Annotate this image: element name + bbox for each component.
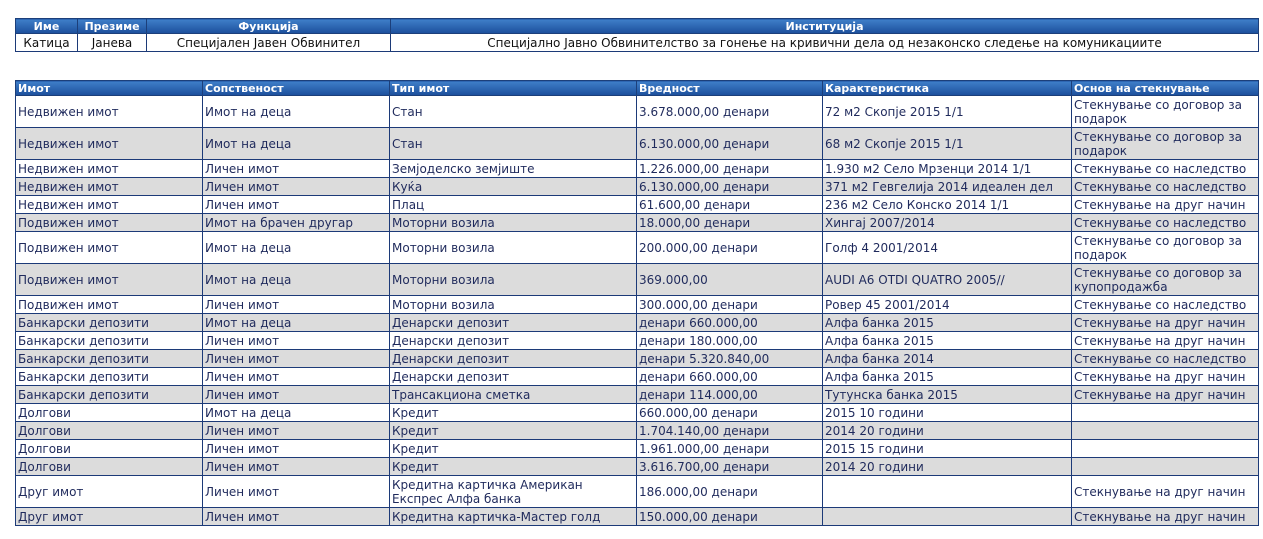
asset-characteristic: 68 м2 Скопје 2015 1/1: [823, 128, 1072, 160]
header-value: Вредност: [637, 81, 823, 96]
asset-acquisition-basis: Стекнување на друг начин: [1072, 386, 1259, 404]
table-row: [16, 368, 1259, 386]
table-row: [16, 314, 1259, 332]
table-row: [16, 178, 1259, 196]
asset-ownership: Личен имот: [203, 296, 390, 314]
header-ownership: Сопственост: [203, 81, 390, 96]
table-row: [16, 386, 1259, 404]
official-institution: Специјално Јавно Обвинителство за гонење на кривични дела од незаконско следење на комуникациите: [391, 34, 1259, 52]
asset-type: Кредитна картичка-Мастер голд: [390, 508, 637, 526]
asset-ownership: Личен имот: [203, 508, 390, 526]
table-row: [16, 296, 1259, 314]
asset-value: 186.000,00 денари: [637, 476, 823, 508]
asset-ownership: Имот на деца: [203, 404, 390, 422]
asset-acquisition-basis: Стекнување на друг начин: [1072, 368, 1259, 386]
asset-acquisition-basis: Стекнување на друг начин: [1072, 508, 1259, 526]
asset-acquisition-basis: [1072, 422, 1259, 440]
table-row: [16, 264, 1259, 296]
asset-acquisition-basis: Стекнување со наследство: [1072, 296, 1259, 314]
asset-acquisition-basis: Стекнување со наследство: [1072, 214, 1259, 232]
asset-acquisition-basis: Стекнување со договор за подарок: [1072, 232, 1259, 264]
asset-ownership: Личен имот: [203, 350, 390, 368]
asset-ownership: Личен имот: [203, 368, 390, 386]
asset-acquisition-basis: Стекнување на друг начин: [1072, 196, 1259, 214]
asset-acquisition-basis: Стекнување со наследство: [1072, 178, 1259, 196]
official-name: Катица: [16, 34, 78, 52]
asset-value: денари 180.000,00: [637, 332, 823, 350]
asset-value: денари 114.000,00: [637, 386, 823, 404]
asset-ownership: Имот на брачен другар: [203, 214, 390, 232]
asset-ownership: Личен имот: [203, 160, 390, 178]
asset-characteristic: Тутунска банка 2015: [823, 386, 1072, 404]
official-info-table: [15, 18, 1259, 52]
asset-type: Моторни возила: [390, 232, 637, 264]
asset-ownership: Личен имот: [203, 476, 390, 508]
asset-category: Недвижен имот: [16, 178, 203, 196]
asset-characteristic: Голф 4 2001/2014: [823, 232, 1072, 264]
asset-type: Стан: [390, 128, 637, 160]
table-row: [16, 476, 1259, 508]
asset-value: денари 660.000,00: [637, 368, 823, 386]
table-row: [16, 332, 1259, 350]
asset-acquisition-basis: Стекнување на друг начин: [1072, 314, 1259, 332]
asset-ownership: Имот на деца: [203, 232, 390, 264]
asset-characteristic: 236 м2 Село Конско 2014 1/1: [823, 196, 1072, 214]
header-institution: Институција: [391, 19, 1259, 34]
asset-characteristic: 371 м2 Гевгелија 2014 идеален дел: [823, 178, 1072, 196]
header-characteristic: Карактеристика: [823, 81, 1072, 96]
asset-type: Земјоделско земјиште: [390, 160, 637, 178]
asset-value: 1.704.140,00 денари: [637, 422, 823, 440]
asset-table-body: [16, 96, 1259, 526]
table-row: [16, 404, 1259, 422]
asset-acquisition-basis: Стекнување на друг начин: [1072, 476, 1259, 508]
asset-category: Недвижен имот: [16, 160, 203, 178]
asset-type: Кредит: [390, 458, 637, 476]
asset-value: 18.000,00 денари: [637, 214, 823, 232]
asset-value: денари 5.320.840,00: [637, 350, 823, 368]
asset-category: Подвижен имот: [16, 214, 203, 232]
asset-acquisition-basis: Стекнување со договор за подарок: [1072, 128, 1259, 160]
table-row: [16, 96, 1259, 128]
asset-acquisition-basis: Стекнување со договор за купопродажба: [1072, 264, 1259, 296]
asset-category: Недвижен имот: [16, 96, 203, 128]
asset-characteristic: Алфа банка 2015: [823, 332, 1072, 350]
asset-ownership: Имот на деца: [203, 128, 390, 160]
asset-category: Долгови: [16, 440, 203, 458]
asset-ownership: Имот на деца: [203, 96, 390, 128]
asset-category: Долгови: [16, 404, 203, 422]
table-row: [16, 508, 1259, 526]
asset-category: Недвижен имот: [16, 128, 203, 160]
asset-characteristic: 2015 15 години: [823, 440, 1072, 458]
asset-value: 6.130.000,00 денари: [637, 178, 823, 196]
asset-header-row: [16, 81, 1259, 96]
asset-characteristic: Хингај 2007/2014: [823, 214, 1072, 232]
asset-type: Кредитна картичка Американ Експрес Алфа банка: [390, 476, 637, 508]
asset-category: Долгови: [16, 458, 203, 476]
table-row: [16, 214, 1259, 232]
table-row: [16, 160, 1259, 178]
asset-value: 6.130.000,00 денари: [637, 128, 823, 160]
asset-characteristic: [823, 508, 1072, 526]
asset-category: Подвижен имот: [16, 232, 203, 264]
official-row: [16, 34, 1259, 52]
asset-type: Кредит: [390, 440, 637, 458]
table-row: [16, 458, 1259, 476]
header-asset: Имот: [16, 81, 203, 96]
asset-type: Денарски депозит: [390, 368, 637, 386]
asset-characteristic: Алфа банка 2015: [823, 314, 1072, 332]
table-row: [16, 440, 1259, 458]
asset-category: Подвижен имот: [16, 264, 203, 296]
asset-type: Стан: [390, 96, 637, 128]
asset-category: Подвижен имот: [16, 296, 203, 314]
table-row: [16, 232, 1259, 264]
asset-ownership: Личен имот: [203, 440, 390, 458]
asset-acquisition-basis: Стекнување со договор за подарок: [1072, 96, 1259, 128]
asset-value: 1.961.000,00 денари: [637, 440, 823, 458]
asset-value: 1.226.000,00 денари: [637, 160, 823, 178]
asset-ownership: Личен имот: [203, 386, 390, 404]
asset-value: 3.616.700,00 денари: [637, 458, 823, 476]
table-row: [16, 350, 1259, 368]
asset-type: Денарски депозит: [390, 332, 637, 350]
asset-characteristic: 72 м2 Скопје 2015 1/1: [823, 96, 1072, 128]
asset-type: Моторни возила: [390, 264, 637, 296]
asset-type: Куќа: [390, 178, 637, 196]
asset-characteristic: Алфа банка 2014: [823, 350, 1072, 368]
asset-characteristic: 2014 20 години: [823, 422, 1072, 440]
asset-acquisition-basis: Стекнување со наследство: [1072, 350, 1259, 368]
table-row: [16, 196, 1259, 214]
asset-value: 61.600,00 денари: [637, 196, 823, 214]
asset-declaration-table: [15, 80, 1259, 526]
table-row: [16, 128, 1259, 160]
asset-characteristic: Алфа банка 2015: [823, 368, 1072, 386]
asset-characteristic: 1.930 м2 Село Мрзенци 2014 1/1: [823, 160, 1072, 178]
official-function: Специјален Јавен Обвинител: [147, 34, 391, 52]
header-function: Функција: [147, 19, 391, 34]
header-surname: Презиме: [78, 19, 147, 34]
asset-characteristic: 2015 10 години: [823, 404, 1072, 422]
asset-value: 200.000,00 денари: [637, 232, 823, 264]
asset-category: Друг имот: [16, 508, 203, 526]
asset-acquisition-basis: Стекнување со наследство: [1072, 160, 1259, 178]
asset-category: Банкарски депозити: [16, 386, 203, 404]
asset-value: 369.000,00: [637, 264, 823, 296]
header-asset-type: Тип имот: [390, 81, 637, 96]
asset-type: Денарски депозит: [390, 350, 637, 368]
asset-ownership: Личен имот: [203, 196, 390, 214]
asset-type: Кредит: [390, 404, 637, 422]
header-acquisition-basis: Основ на стекнување: [1072, 81, 1259, 96]
asset-type: Моторни возила: [390, 296, 637, 314]
asset-category: Друг имот: [16, 476, 203, 508]
asset-category: Недвижен имот: [16, 196, 203, 214]
asset-ownership: Личен имот: [203, 332, 390, 350]
asset-category: Банкарски депозити: [16, 368, 203, 386]
asset-type: Трансакциона сметка: [390, 386, 637, 404]
asset-value: 300.000,00 денари: [637, 296, 823, 314]
asset-characteristic: Ровер 45 2001/2014: [823, 296, 1072, 314]
asset-type: Кредит: [390, 422, 637, 440]
asset-ownership: Личен имот: [203, 178, 390, 196]
asset-value: денари 660.000,00: [637, 314, 823, 332]
asset-category: Банкарски депозити: [16, 350, 203, 368]
asset-characteristic: 2014 20 години: [823, 458, 1072, 476]
asset-category: Банкарски депозити: [16, 332, 203, 350]
asset-category: Банкарски депозити: [16, 314, 203, 332]
asset-acquisition-basis: Стекнување на друг начин: [1072, 332, 1259, 350]
asset-acquisition-basis: [1072, 458, 1259, 476]
asset-type: Денарски депозит: [390, 314, 637, 332]
asset-characteristic: [823, 476, 1072, 508]
asset-value: 150.000,00 денари: [637, 508, 823, 526]
asset-ownership: Имот на деца: [203, 264, 390, 296]
asset-acquisition-basis: [1072, 404, 1259, 422]
official-surname: Јанева: [78, 34, 147, 52]
asset-value: 3.678.000,00 денари: [637, 96, 823, 128]
asset-value: 660.000,00 денари: [637, 404, 823, 422]
asset-type: Моторни возила: [390, 214, 637, 232]
asset-category: Долгови: [16, 422, 203, 440]
asset-type: Плац: [390, 196, 637, 214]
official-header-row: [16, 19, 1259, 34]
asset-ownership: Личен имот: [203, 458, 390, 476]
asset-characteristic: AUDI A6 OTDI QUATRO 2005//: [823, 264, 1072, 296]
asset-acquisition-basis: [1072, 440, 1259, 458]
asset-ownership: Личен имот: [203, 422, 390, 440]
header-name: Име: [16, 19, 78, 34]
asset-ownership: Имот на деца: [203, 314, 390, 332]
table-row: [16, 422, 1259, 440]
